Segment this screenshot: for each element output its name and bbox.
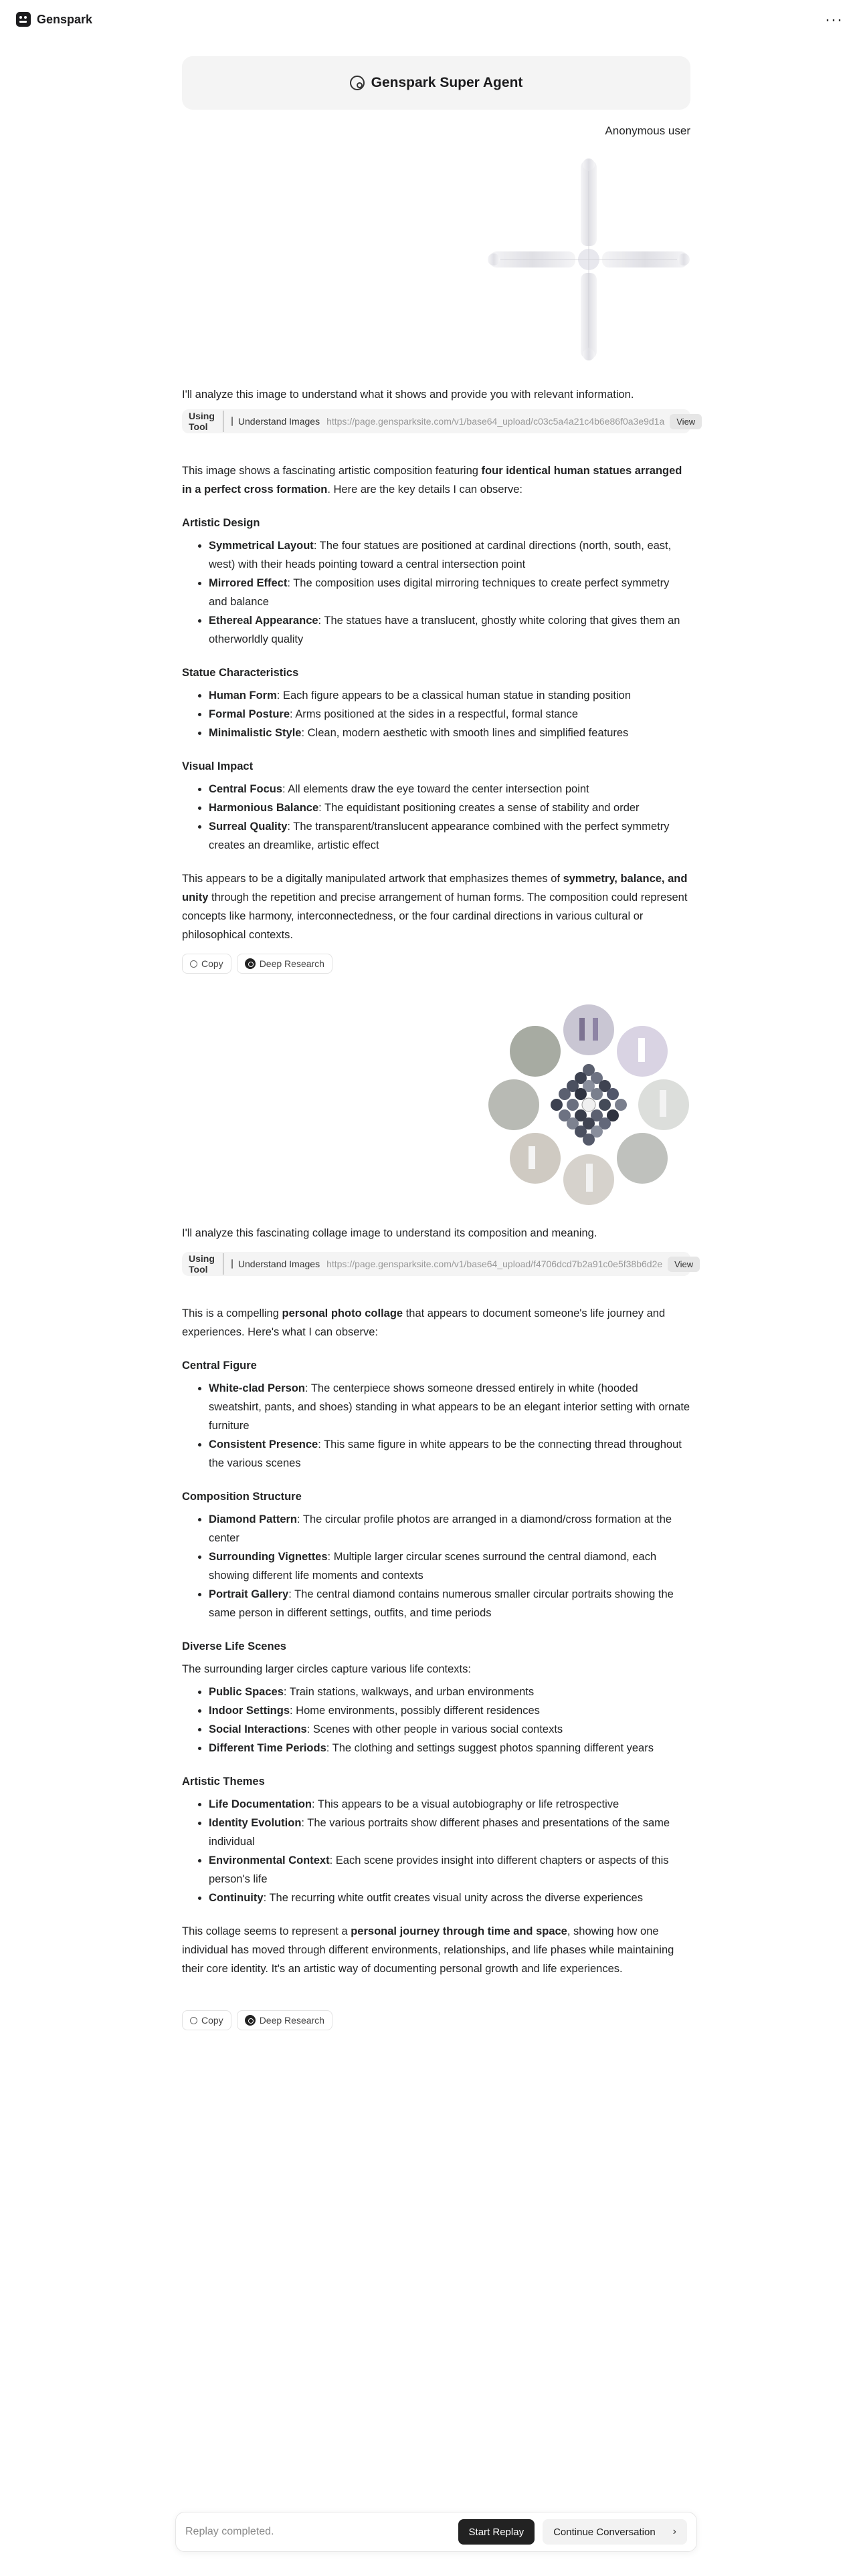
genspark-logo-icon: [16, 12, 31, 27]
deep-research-button[interactable]: Deep Research: [237, 954, 332, 974]
brand-logo[interactable]: [16, 12, 92, 27]
list-item: • Life Documentation: This appears to be a visual autobiography or life retrospective: [209, 1795, 690, 1814]
list-item: • Central Focus: All elements draw the eye toward the center intersection point: [209, 780, 690, 798]
paragraph: This image shows a fascinating artistic composition featuring four identical human statues arranged in a perfect cross formation. Here are the key details I can observe:: [182, 465, 682, 496]
list-item: • Diamond Pattern: The circular profile photos are arranged in a diamond/cross formation at the center: [209, 1510, 690, 1547]
list-item: • Minimalistic Style: Clean, modern aesthetic with smooth lines and simplified features: [209, 724, 690, 742]
agent-icon: [350, 76, 365, 90]
list-item: • Portrait Gallery: The central diamond contains numerous smaller circular portraits showing the same person in different settings, outfits, and time periods: [209, 1585, 690, 1622]
copy-button[interactable]: Copy: [182, 2010, 231, 2030]
using-tool-label: Using Tool: [189, 1253, 223, 1275]
tool-url: https://page.gensparksite.com/v1/base64_upload/c03c5a4a21c4b6e86f0a3e9d1a: [326, 416, 665, 427]
message-actions-1: [182, 954, 332, 974]
more-options-icon[interactable]: ···: [825, 11, 843, 29]
section: [182, 757, 690, 855]
replay-bar: [175, 2512, 697, 2552]
copy-icon: [190, 960, 197, 968]
copy-icon: [190, 2017, 197, 2024]
list-item: • Identity Evolution: The various portraits show different phases and presentations of the same individual: [209, 1814, 690, 1851]
list-item: • Ethereal Appearance: The statues have a translucent, ghostly white coloring that gives them an otherworldly quality: [209, 611, 690, 649]
tool-name: Understand Images: [237, 416, 320, 427]
section-heading: Artistic Themes: [182, 1776, 265, 1788]
deep-research-button[interactable]: Deep Research: [237, 2010, 332, 2030]
list-item: • White-clad Person: The centerpiece shows someone dressed entirely in white (hooded sweatshirt, pants, and shoes) standing in what appears to be an elegant interior setting with ornate furniture: [209, 1379, 690, 1435]
list-item: • Symmetrical Layout: The four statues are positioned at cardinal directions (north, south, east, west) with their heads pointing toward a central intersection point: [209, 536, 690, 574]
section: [182, 1772, 690, 1907]
list-item: • Human Form: Each figure appears to be a classical human statue in standing position: [209, 686, 690, 705]
user-label: Anonymous user: [605, 124, 690, 137]
view-button[interactable]: View: [670, 414, 702, 429]
section: [182, 1356, 690, 1473]
section-heading: Artistic Design: [182, 517, 260, 529]
deep-research-icon: [245, 2015, 256, 2026]
section-heading: Central Figure: [182, 1360, 257, 1372]
agent-title: Genspark Super Agent: [371, 75, 523, 90]
paragraph: This is a compelling personal photo collage that appears to document someone's life journey and experiences. Here's what I can observe:: [182, 1307, 666, 1338]
tool-call-1: [182, 409, 696, 433]
message-actions-2: [182, 2010, 332, 2030]
section: [182, 1637, 690, 1757]
image-tool-icon: [231, 1259, 233, 1269]
tool-name: Understand Images: [237, 1259, 320, 1269]
list-item: • Indoor Settings: Home environments, possibly different residences: [209, 1701, 690, 1720]
assistant-intro-2: I'll analyze this fascinating collage image to understand its composition and meaning.: [182, 1227, 597, 1239]
list-item: • Harmonious Balance: The equidistant positioning creates a sense of stability and order: [209, 798, 690, 817]
list-item: • Public Spaces: Train stations, walkways, and urban environments: [209, 1683, 690, 1701]
deep-research-icon: [245, 958, 256, 969]
list-item: • Mirrored Effect: The composition uses digital mirroring techniques to create perfect symmetry and balance: [209, 574, 690, 611]
list-item: • Different Time Periods: The clothing and settings suggest photos spanning different years: [209, 1739, 690, 1757]
brand-name: Genspark: [37, 12, 93, 26]
top-bar: [0, 0, 859, 40]
list-item: • Formal Posture: Arms positioned at the sides in a respectful, formal stance: [209, 705, 690, 724]
section-heading: Diverse Life Scenes: [182, 1640, 286, 1652]
chevron-right-icon: ›: [672, 2526, 676, 2537]
list-item: • Social Interactions: Scenes with other people in various social contexts: [209, 1720, 690, 1739]
list-item: • Surreal Quality: The transparent/translucent appearance combined with the perfect symmetry creates an dreamlike, artistic effect: [209, 817, 690, 855]
image-tool-icon: [231, 417, 233, 426]
section-heading: Statue Characteristics: [182, 667, 299, 679]
continue-conversation-button[interactable]: [543, 2519, 687, 2545]
section: [182, 514, 690, 649]
replay-status: Replay completed.: [185, 2526, 274, 2537]
section: [182, 663, 690, 742]
section-heading: Visual Impact: [182, 760, 254, 772]
tool-call-2: [182, 1252, 694, 1276]
assistant-intro-1: I'll analyze this image to understand what it shows and provide you with relevant information.: [182, 389, 634, 401]
view-button[interactable]: View: [668, 1257, 700, 1272]
copy-button[interactable]: Copy: [182, 954, 231, 974]
tool-url: https://page.gensparksite.com/v1/base64_upload/f4706dcd7b2a91c0e5f38b6d2e: [326, 1259, 663, 1269]
list-item: • Environmental Context: Each scene provides insight into different chapters or aspects of this person's life: [209, 1851, 690, 1889]
section-heading: Composition Structure: [182, 1491, 302, 1503]
start-replay-button[interactable]: Start Replay: [458, 2519, 535, 2545]
agent-header: [182, 56, 690, 110]
section: [182, 1487, 690, 1622]
uploaded-image-statues[interactable]: [487, 158, 690, 361]
assistant-response-2: [182, 1304, 690, 1978]
closing-paragraph: This appears to be a digitally manipulated artwork that emphasizes themes of symmetry, balance, and unity through the repetition and precise arrangement of human forms. The composition could represent concepts like harmony, interconnectedness, or the four cardinal directions in various cultural or philosophical contexts.: [182, 873, 688, 941]
assistant-response-1: [182, 461, 690, 944]
list-item: • Consistent Presence: This same figure in white appears to be the connecting thread throughout the various scenes: [209, 1435, 690, 1473]
closing-paragraph: This collage seems to represent a personal journey through time and space, showing how one individual has moved through different environments, relationships, and life phases while maintaining their core identity. It's an artistic way of documenting personal growth and life experiences.: [182, 1925, 674, 1975]
list-item: • Continuity: The recurring white outfit creates visual unity across the diverse experiences: [209, 1889, 690, 1907]
section-lead: The surrounding larger circles capture various life contexts:: [182, 1663, 471, 1675]
using-tool-label: Using Tool: [189, 411, 223, 432]
list-item: • Surrounding Vignettes: Multiple larger circular scenes surround the central diamond, each showing different life moments and contexts: [209, 1547, 690, 1585]
continue-label: Continue Conversation: [553, 2526, 656, 2538]
uploaded-image-collage[interactable]: [487, 1003, 690, 1206]
